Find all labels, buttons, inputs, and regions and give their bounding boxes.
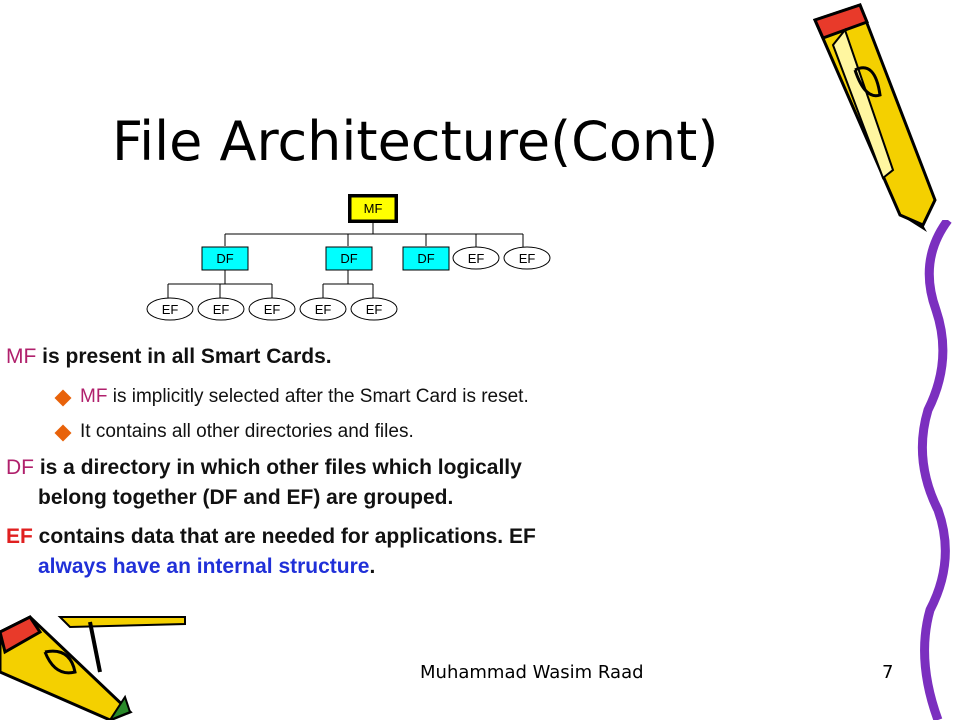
- df-node-2: [326, 247, 372, 270]
- svg-text:DF: DF: [340, 251, 358, 266]
- term-mf-sub: MF: [80, 386, 108, 407]
- file-hierarchy-diagram: [140, 188, 580, 338]
- ef-node-level2-1: [147, 298, 193, 320]
- bullet-ef-line2: always have an internal structure.: [38, 555, 376, 578]
- ef-node-level2-2: [198, 298, 244, 320]
- svg-text:DF: DF: [417, 251, 435, 266]
- term-df: DF: [6, 456, 34, 479]
- diamond-bullet-icon: [55, 390, 72, 407]
- bullet-ef: EF contains data that are needed for applications. EF: [6, 525, 536, 548]
- pencil-bottom-icon: [0, 612, 190, 720]
- slide-title: File Architecture(Cont): [112, 110, 719, 173]
- mf-node: [348, 194, 398, 223]
- bullet-df-line2: belong together (DF and EF) are grouped.: [38, 486, 454, 509]
- term-mf: MF: [6, 345, 37, 368]
- page-number: 7: [882, 662, 894, 683]
- bullet-df: DF is a directory in which other files which logically: [6, 456, 522, 479]
- svg-text:EF: EF: [263, 302, 281, 317]
- bullet-mf-text: is present in all Smart Cards.: [36, 345, 332, 368]
- pencil-icon: [805, 0, 950, 235]
- term-ef: EF: [6, 525, 33, 548]
- wavy-border-icon: [908, 220, 960, 720]
- svg-text:EF: EF: [314, 302, 332, 317]
- ef-node-level2-3: [249, 298, 295, 320]
- ef-node-level1-2: [504, 247, 550, 269]
- sub-bullet-mf-reset: MF is implicitly selected after the Smart Card is reset.: [80, 386, 529, 407]
- svg-text:MF: MF: [363, 201, 383, 216]
- ef-node-level2-5: [351, 298, 397, 320]
- svg-text:DF: DF: [216, 251, 234, 266]
- df-node-3: [403, 247, 449, 270]
- ef-node-level1-1: [453, 247, 499, 269]
- df-node-1: [202, 247, 248, 270]
- svg-text:EF: EF: [518, 251, 536, 266]
- svg-text:EF: EF: [467, 251, 485, 266]
- sub-bullet-contains: It contains all other directories and files.: [80, 421, 414, 442]
- footer-author: Muhammad Wasim Raad: [420, 662, 644, 683]
- ef-node-level2-4: [300, 298, 346, 320]
- svg-text:EF: EF: [161, 302, 179, 317]
- ef-structure-text: always have an internal structure: [38, 555, 370, 578]
- svg-text:EF: EF: [212, 302, 230, 317]
- bullet-mf: [6, 345, 332, 369]
- diamond-bullet-icon: [55, 425, 72, 442]
- svg-text:EF: EF: [365, 302, 383, 317]
